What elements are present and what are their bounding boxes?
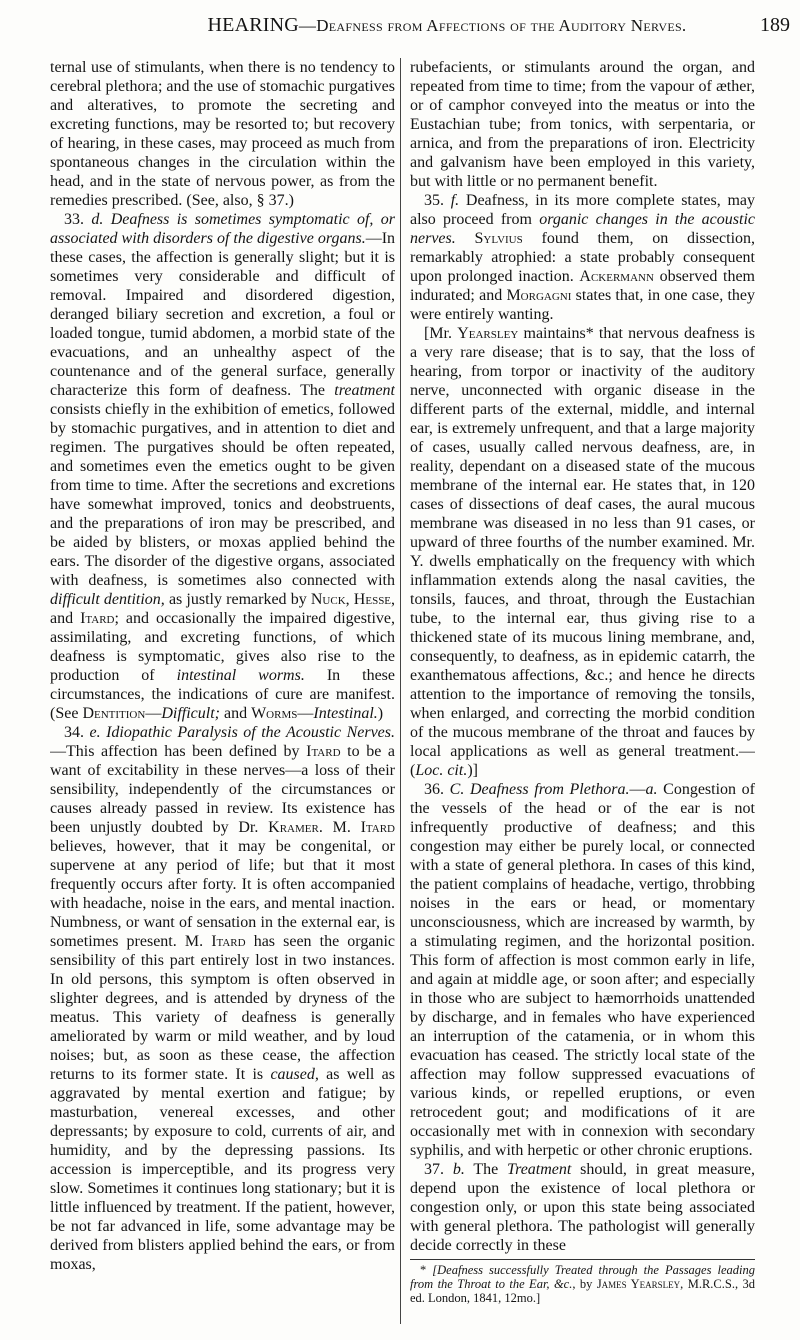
author-name: Itard xyxy=(80,610,115,627)
italic-term: intestinal worms. xyxy=(176,667,305,684)
footnote xyxy=(410,1263,755,1305)
paragraph-continuation: ternal use of stimulants, when there is no tendency to cerebral plethora; and the use of stomachic purgatives and alteratives, to promote the secreting and excreting functions, may be resorted to; but recovery of hearing, in these cases, may proceed as much from spontaneous changes in the circulation within the head, and in the state of nervous power, as from the remedies prescribed. (See, also, § 37.) xyxy=(50,59,395,209)
text: believes, however, that it may be congenital, or supervene at any period of life; but that it most frequently occurs after forty. It is often accompanied with headache, noise in the ears, and mental inaction. Numbness, or want of sensation in the external ear, is sometimes present. M. xyxy=(50,838,395,950)
paragraph-34 xyxy=(50,723,395,1274)
section-number: 33. xyxy=(64,211,92,228)
page-header xyxy=(140,14,790,50)
citation: Loc. cit. xyxy=(415,762,468,779)
author-name: Sylvius xyxy=(474,230,523,247)
left-column xyxy=(50,58,395,1326)
section-heading: d. Deafness is sometimes symptomatic of, or associated with disorders of the digestive organs. xyxy=(50,211,395,247)
page-number: 189 xyxy=(760,14,790,36)
running-head xyxy=(140,14,754,37)
section-letter: f. xyxy=(450,192,460,209)
author-name: Itard xyxy=(306,743,341,760)
right-column xyxy=(410,58,755,1326)
text: — xyxy=(629,781,646,798)
text: as justly remarked by xyxy=(164,591,311,608)
author-name: Morgagni xyxy=(506,287,572,304)
section-number: 35. xyxy=(424,192,451,209)
text: . M. xyxy=(318,819,361,836)
paragraph-33 xyxy=(50,210,395,723)
author-name: Hesse xyxy=(353,591,392,608)
section-heading: e. Idiopathic Paralysis of the Acoustic Nerves. xyxy=(89,724,395,741)
text: In these circumstances, the indications of cure are manifest. (See xyxy=(50,667,395,722)
author-name: Itard xyxy=(360,819,395,836)
text: Deafness, in its more complete states, may also proceed from xyxy=(410,192,755,228)
section-number: 36. xyxy=(424,781,450,798)
text: maintains* that nervous deafness is a very rare disease; that is to say, that the loss of hearing, from torpor or inactivity of the auditory nerve, unconnected with organic disease in the different parts of the external, middle, and internal ear, is extremely unfrequent, and that a large majority of cases, usually called nervous deafness, are, in reality, dependant on a diseased state of the mucous membrane of the internal ear. He states that, in 120 cases of dissections of deaf cases, the aural mucous membrane was diseased in no less than 91 cases, or upward of three fourths of the number examined. Mr. Y. dwells emphatically on the frequency with which inflammation extends along the nasal cavities, the tonsils, fauces, and throat, through the Eustachian tube, to the internal ear, thus giving rise to a thickened state of its mucous lining membrane, and, consequently, to deafness, as in epidemic catarrh, the exanthematous affections, &c.; and hence he directs attention to the importance of removing the tonsils, when enlarged, and correcting the morbid condition of the mucous membrane of the throat and fauces by local applications as well as general treatment.—( xyxy=(410,325,755,779)
text: —In these cases, the affection is generally slight; but it is sometimes very considerable and difficult of removal. Impaired and disordered digestion, deranged biliary secretion and excretion, a foul or loaded tongue, tumid abdomen, a morbid state of the evacuations, and an unhealthy aspect of the countenance and of the general surface, generally characterize this form of deafness. The xyxy=(50,230,395,399)
author-name: Itard xyxy=(211,933,246,950)
text: The xyxy=(464,1161,508,1178)
text: should, in great measure, depend upon the existence of local plethora or congestion only, or upon this state being associated with general plethora. The pathologist will generally decide correctly in these xyxy=(410,1161,755,1254)
paragraph-37 xyxy=(410,1160,755,1255)
footnote-marker: * xyxy=(420,1263,433,1277)
text: , xyxy=(345,591,354,608)
column-divider xyxy=(400,58,401,1324)
author-name: Ackermann xyxy=(579,268,654,285)
text: — xyxy=(297,705,314,722)
paragraph-continuation: rubefacients, or stimulants around the organ, and repeated from time to time; from the vapour of æther, or of camphor conveyed into the meatus or into the Eustachian tube; from tonics, with serpentaria, or arnica, and from the preparations of iron. Electricity and galvanism have been employed in this variety, but with little or no permanent benefit. xyxy=(410,59,755,190)
text: , by xyxy=(572,1277,597,1291)
text: —This affection has been defined by xyxy=(50,743,307,760)
italic-term: treatment xyxy=(334,382,395,399)
section-letter: a. xyxy=(645,781,658,798)
paragraph-35 xyxy=(410,191,755,324)
footnote-rule xyxy=(410,1259,755,1260)
text: and xyxy=(219,705,252,722)
text: observed them indurated; and xyxy=(410,268,755,304)
section-letter: b. xyxy=(452,1161,465,1178)
italic-term: caused, xyxy=(270,1066,319,1083)
text: found them, on dissection, remarkably atrophied: a state probably consequent upon prolonged inaction. xyxy=(410,230,755,285)
footnote-title: [Deafness successfully Treated through the Passages leading from the Throat to the Ear, &c. xyxy=(410,1263,755,1291)
text: , M.R.C.S., 3d ed. London, 1841, 12mo.] xyxy=(410,1277,755,1305)
text xyxy=(456,230,475,247)
author-name: Nuck xyxy=(310,591,346,608)
italic-term: difficult dentition, xyxy=(50,591,165,608)
cross-reference-sub: Intestinal. xyxy=(313,705,378,722)
text: as well as aggravated by mental exertion and fatigue; by masturbation, venereal excesses, and other depressants; by exposure to cold, currents of air, and humidity, and by the depressing passions. Its accession is imperceptible, and its progress very slow. Sometimes it continues long stationary; but it is little influenced by treatment. If the patient, however, be not far advanced in life, some advantage may be derived from blisters applied behind the ears, or from moxas, xyxy=(50,1066,395,1273)
author-name: Kramer xyxy=(268,819,319,836)
running-head-title: HEARING xyxy=(207,14,299,36)
section-number: 37. xyxy=(424,1161,453,1178)
text: — xyxy=(145,705,162,722)
section-heading: C. Deafness from Plethora. xyxy=(449,781,630,798)
italic-term: organic changes in the acoustic nerves. xyxy=(410,211,755,247)
cross-reference: Dentition xyxy=(82,705,146,722)
text: )] xyxy=(467,762,478,779)
text: has seen the organic sensibility of this part entirely lost in two instances. In old persons, this symptom is often observed in slighter degrees, and is attended by dryness of the meatus. This variety of deafness is generally ameliorated by warm or mild weather, and by loud noises; but, as soon as these cease, the affection returns to its former state. It is xyxy=(50,933,395,1083)
running-head-subtitle: —Deafness from Affections of the Auditory Nerves. xyxy=(298,16,687,35)
section-number: 34. xyxy=(64,724,90,741)
text: to be a want of excitability in these nerves—a loss of their sensibility, independently of the circumstances or causes already passed in review. Its existence has been unjustly doubted by Dr. xyxy=(50,743,395,836)
paragraph-36 xyxy=(410,780,755,1160)
cross-reference: Worms xyxy=(251,705,298,722)
cross-reference-sub: Difficult; xyxy=(161,705,220,722)
author-name: Yearsley xyxy=(457,325,519,342)
text: , and xyxy=(50,591,395,627)
text: ; and occasionally the impaired digestive, assimilating, and excreting functions, of which deafness is symptomatic, gives also rise to the production of xyxy=(50,610,395,684)
author-name: James Yearsley xyxy=(596,1277,681,1291)
text: [Mr. xyxy=(424,325,458,342)
text: Congestion of the vessels of the head or of the ear is not infrequently productive of deafness; and this congestion may either be purely local, or connected with a state of general plethora. In cases of this kind, the patient complains of headache, vertigo, throbbing noises in the ears or head, or momentary unconsciousness, which are increased by warmth, by a stimulating regimen, and the horizontal position. This form of affection is most common early in life, and again at middle age, or soon after; and especially in those who are subject to hæmorrhoids unattended by discharge, and in females who have experienced an interruption of the catamenia, or in whom this evacuation has ceased. The strictly local state of the affection may follow suppressed evacuations of various kinds, or repelled eruptions, or even retrocedent gout; and modifications of it are occasionally met with in connexion with secondary syphilis, and with herpetic or other chronic eruptions. xyxy=(410,781,755,1159)
text: ) xyxy=(377,705,384,722)
italic-term: Treatment xyxy=(507,1161,572,1178)
paragraph-yearsley xyxy=(410,324,755,780)
text: consists chiefly in the exhibition of emetics, followed by stomachic purgatives, and in attention to diet and regimen. The purgatives should be often repeated, and sometimes even the emetics ought to be given from time to time. After the secretions and excretions have somewhat improved, tonics and deobstruents, and the preparations of iron may be prescribed, and be aided by blisters, or moxas applied behind the ears. The disorder of the digestive organs, associated with deafness, is sometimes also connected with xyxy=(50,401,395,589)
text: states that, in one case, they were entirely wanting. xyxy=(410,287,755,323)
